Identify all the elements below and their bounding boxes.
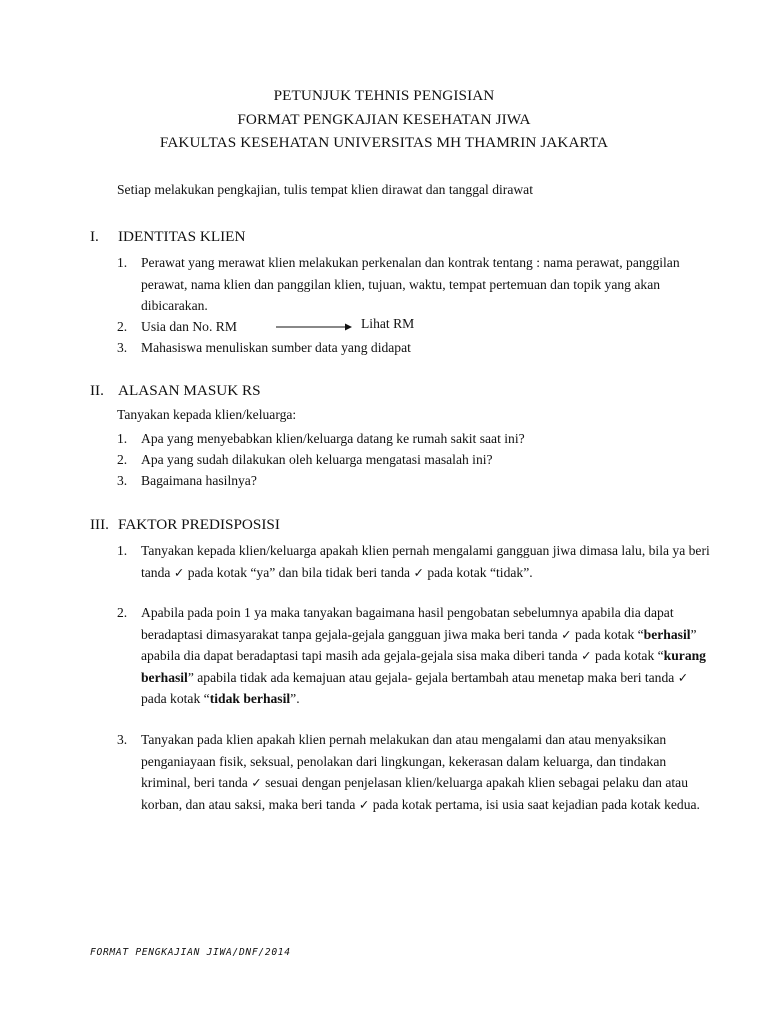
checkmark-icon: ✓ [358, 796, 370, 812]
item-text: Tanyakan pada klien apakah klien pernah melakukan dan atau mengalami dan atau menyaksikan penganiayaan fisik, seksual, penolakan dari lingkungan, kekerasan dalam keluarga, dan tindakan kriminal, beri tanda ✓ sesuai dengan penjelasan klien/keluarga apakah klien sebagai pelaku dan atau korban, dan atau saksi, maka beri tanda ✓ pada kotak pertama, isi usia saat kejadian pada kotak kedua. [141, 732, 700, 812]
item-number: 1. [117, 431, 128, 446]
page-footer: FORMAT PENGKAJIAN JIWA/DNF/2014 [90, 947, 291, 958]
item-number: 2. [117, 452, 128, 467]
checkmark-icon: ✓ [413, 564, 424, 580]
item-number: 3. [117, 473, 128, 488]
intro-text: Setiap melakukan pengkajian, tulis tempat klien dirawat dan tanggal dirawat [117, 182, 533, 197]
item-text: Apa yang sudah dilakukan oleh keluarga mengatasi masalah ini? [141, 452, 493, 467]
section-3-heading [90, 516, 280, 534]
bold-label: tidak berhasil [209, 691, 291, 706]
document-title [0, 84, 768, 155]
item-number: 2. [117, 319, 128, 334]
item-text: Apabila pada poin 1 ya maka tanyakan bagaimana hasil pengobatan sebelumnya apabila dia dapat beradaptasi dimasyarakat tanpa gejala-gejala gangguan jiwa maka beri tanda ✓ pada kotak “berhasil” apabila dia dapat beradaptasi tapi masih ada gejala-gejala sisa maka diberi tanda ✓ pada kotak “kurang berhasil” apabila tidak ada kemajuan atau gejala- gejala bertambah atau menetap maka beri tanda ✓ pada kotak “tidak berhasil”. [141, 605, 706, 706]
checkmark-icon: ✓ [561, 626, 572, 642]
item-number: 3. [117, 732, 128, 747]
list-item [117, 449, 717, 471]
section-title: ALASAN MASUK RS [118, 382, 261, 399]
item-text: Tanyakan kepada klien/keluarga apakah klien pernah mengalami gangguan jiwa dimasa lalu, bila ya beri tanda ✓ pada kotak “ya” dan bila tidak beri tanda ✓ pada kotak “tidak”. [141, 543, 710, 580]
item-text: Bagaimana hasilnya? [141, 473, 257, 488]
list-item [117, 252, 717, 317]
list-item [117, 540, 717, 583]
checkmark-icon: ✓ [677, 669, 689, 685]
item-text: Mahasiswa menuliskan sumber data yang didapat [141, 340, 411, 355]
list-item [117, 428, 717, 450]
title-line-2: FORMAT PENGKAJIAN KESEHATAN JIWA [237, 110, 531, 128]
section-number: III. [90, 516, 109, 533]
section-title: IDENTITAS KLIEN [118, 228, 246, 245]
checkmark-icon: ✓ [581, 648, 592, 663]
bold-label: berhasil [643, 626, 691, 642]
title-line-3: FAKULTAS KESEHATAN UNIVERSITAS MH THAMRIN JAKARTA [159, 134, 609, 151]
item-number: 1. [117, 543, 128, 558]
arrow-right-icon [276, 323, 352, 331]
item-text: Perawat yang merawat klien melakukan perkenalan dan kontrak tentang : nama perawat, panggilan perawat, nama klien dan panggilan klien, tujuan, waktu, tempat pertemuan dan topik yang akan dibicarakan. [141, 255, 680, 313]
item-text: Usia dan No. RM [141, 319, 237, 334]
section-2-heading [90, 382, 261, 400]
section-title: FAKTOR PREDISPOSISI [118, 516, 280, 533]
list-item [117, 470, 717, 492]
section-number: I. [90, 228, 99, 245]
section-1-heading [90, 228, 245, 246]
item-number: 2. [117, 605, 128, 620]
item-number: 1. [117, 255, 128, 270]
list-item [117, 729, 717, 815]
item-text: Apa yang menyebabkan klien/keluarga datang ke rumah sakit saat ini? [141, 431, 525, 446]
checkmark-icon: ✓ [173, 564, 185, 580]
item-number: 3. [117, 340, 128, 355]
section-number: II. [90, 382, 104, 399]
list-item [117, 316, 717, 338]
list-item [117, 337, 717, 359]
bold-label: kurang berhasil [141, 648, 706, 685]
rm-target-label: Lihat RM [361, 316, 415, 331]
title-line-1: PETUNJUK TEHNIS PENGISIAN [273, 87, 495, 104]
section-lead-text: Tanyakan kepada klien/keluarga: [117, 407, 297, 422]
list-item [117, 602, 717, 710]
checkmark-icon: ✓ [251, 775, 262, 790]
